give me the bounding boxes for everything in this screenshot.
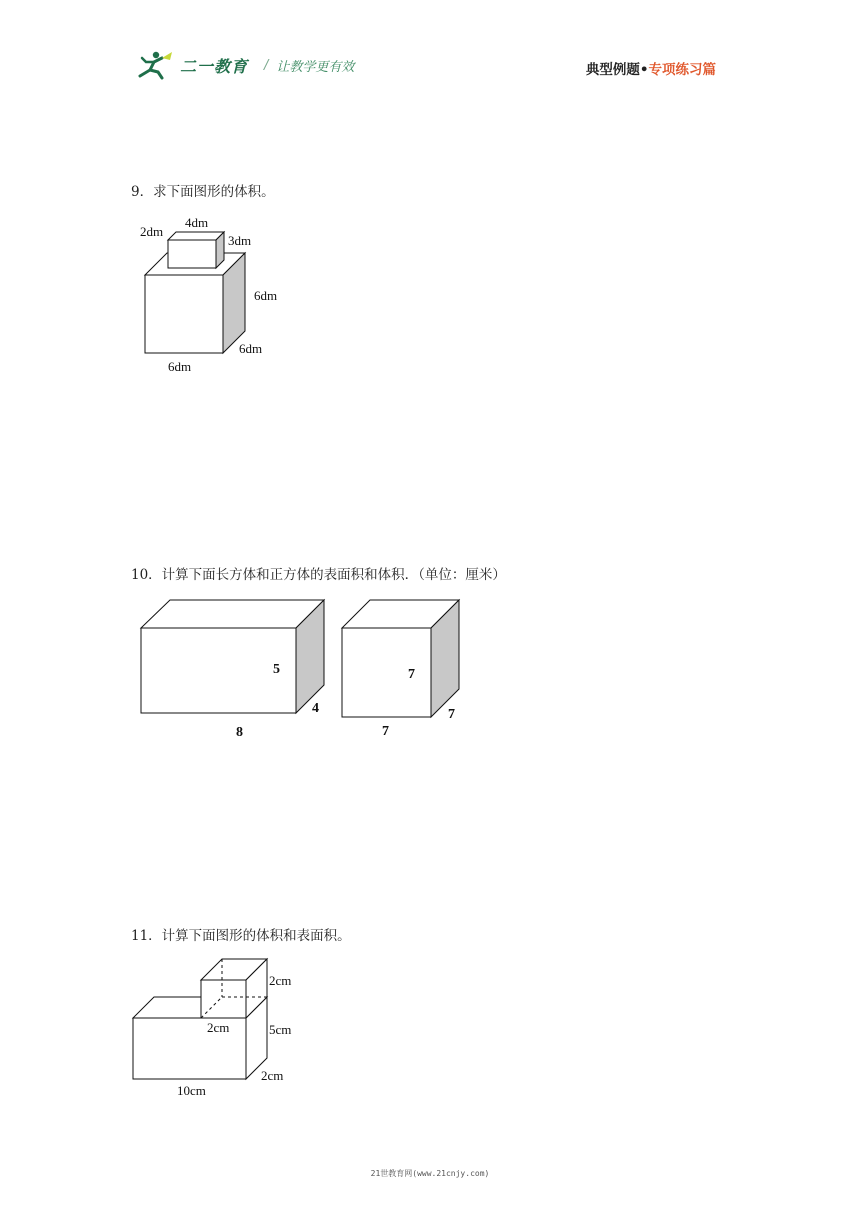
question-9-figure — [120, 205, 320, 385]
slogan: 让教学更有效 — [276, 59, 355, 75]
question-11-text: 11．计算下面图形的体积和表面积。 — [131, 928, 351, 944]
dim-label: 6dm — [168, 359, 192, 374]
question-11-figure — [125, 950, 325, 1105]
page-header — [0, 0, 860, 100]
brand-name: 二一教育 — [180, 56, 249, 76]
dim-label: 4dm — [185, 215, 209, 230]
dim-label: 4 — [312, 701, 319, 716]
dim-label: 8 — [236, 725, 243, 740]
dim-label: 2cm — [207, 1020, 230, 1035]
running-figure-icon — [136, 50, 176, 80]
dim-label: 6dm — [254, 288, 278, 303]
dim-label: 2cm — [261, 1068, 284, 1083]
dim-label: 2dm — [140, 224, 164, 239]
section-title-accent: 专项练习篇 — [648, 62, 716, 78]
question-9-text: 9．求下面图形的体积。 — [131, 184, 275, 200]
logo — [136, 48, 354, 82]
dim-label: 5 — [273, 662, 280, 677]
dim-label: 7 — [448, 707, 455, 722]
question-10-text: 10．计算下面长方体和正方体的表面积和体积．（单位：厘米） — [131, 567, 506, 583]
section-title-main: 典型例题• — [585, 62, 649, 78]
dim-label: 7 — [408, 667, 415, 682]
page-footer: 21世教育网(www.21cnjy.com) — [370, 1169, 490, 1178]
question-10-figure — [130, 590, 480, 750]
dim-label: 5cm — [269, 1022, 292, 1037]
dim-label: 6dm — [239, 341, 263, 356]
dim-label: 3dm — [228, 233, 252, 248]
header-separator: / — [264, 57, 269, 73]
section-title — [586, 58, 716, 78]
dim-label: 2cm — [269, 973, 292, 988]
dim-label: 10cm — [177, 1083, 206, 1098]
dim-label: 7 — [382, 724, 389, 739]
